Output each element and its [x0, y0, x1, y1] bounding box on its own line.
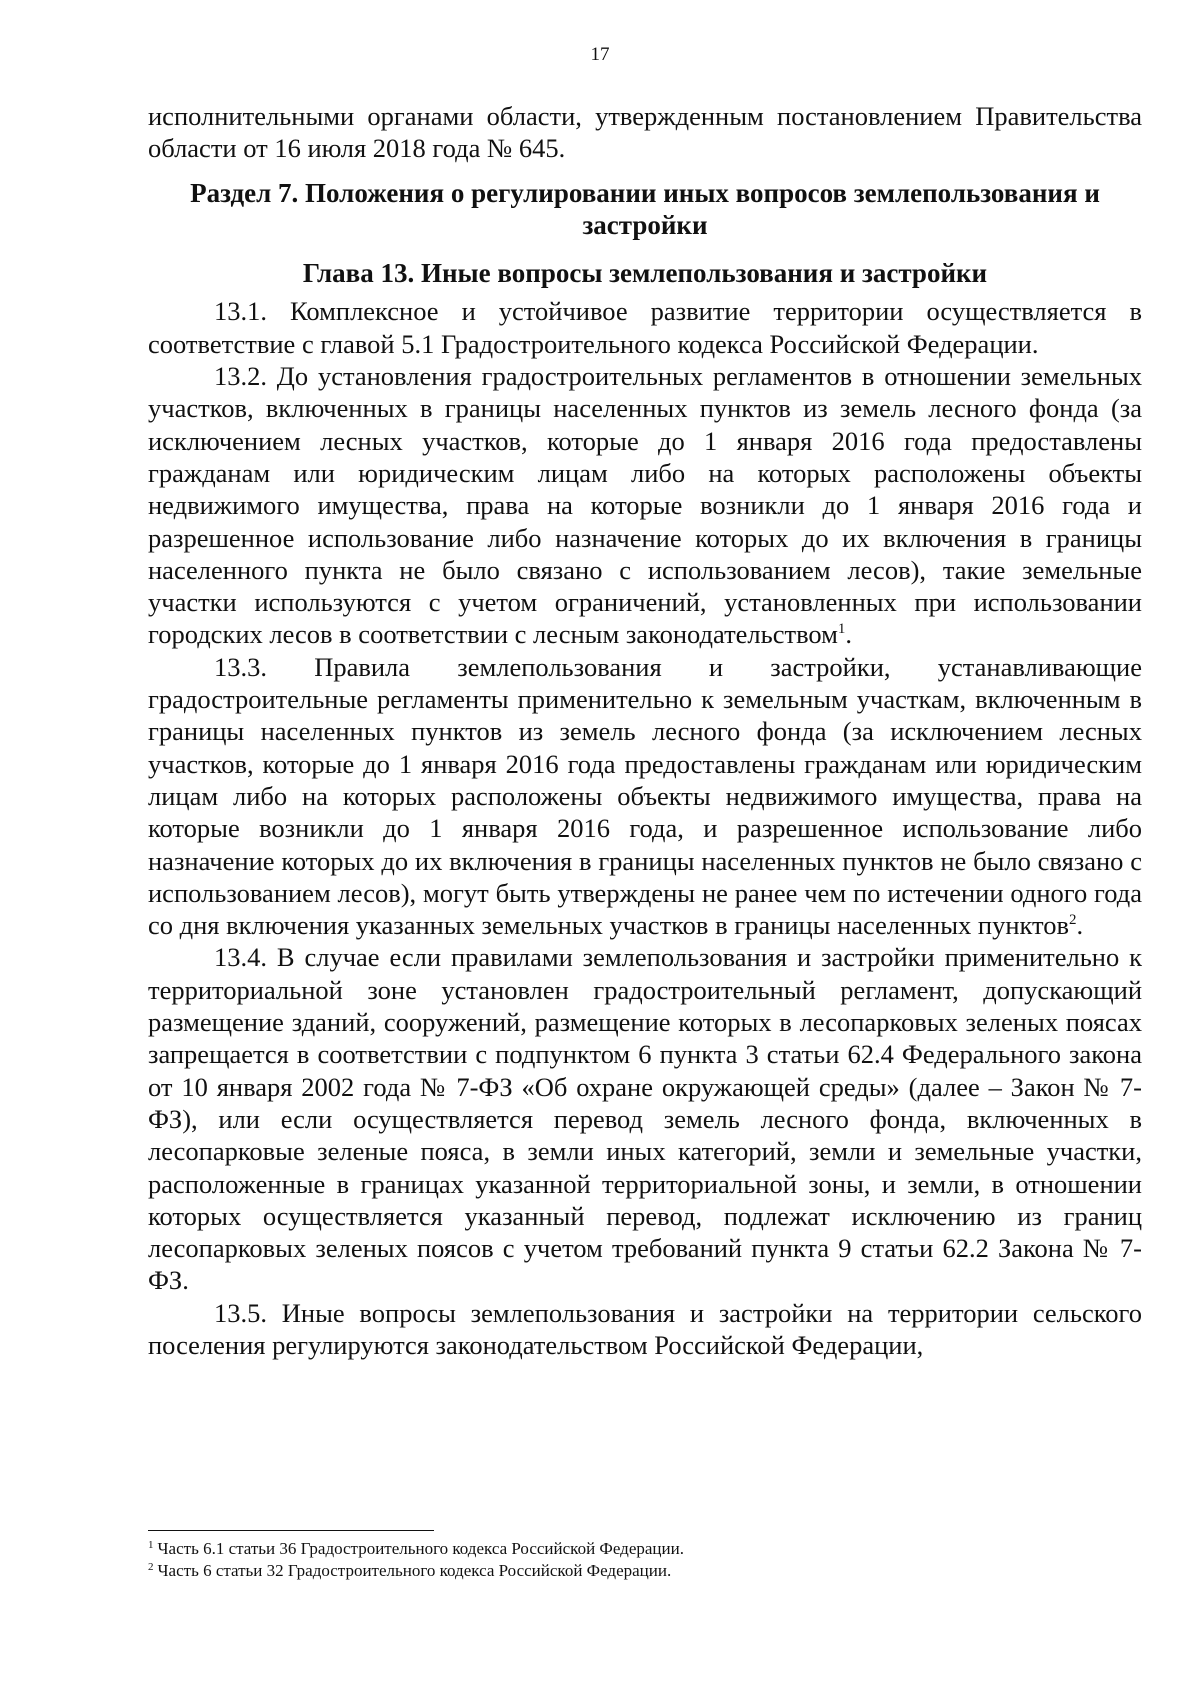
paragraph-13-4 — [148, 941, 1142, 1296]
footnote-reference-1[interactable]: 1 — [837, 621, 846, 638]
footnotes — [148, 1538, 1142, 1582]
page-number: 17 — [590, 44, 610, 65]
paragraph-tail: . — [1076, 910, 1084, 941]
footnote-separator — [148, 1530, 434, 1531]
footnote-1 — [148, 1538, 1142, 1560]
chapter-heading: Глава 13. Иные вопросы землепользования и застройки — [302, 258, 988, 289]
paragraph-text: 13.1. Комплексное и устойчивое развитие территории осуществляется в соответствие с главой 5.1 Градостроительного кодекса Российской Федерации. — [148, 296, 1142, 359]
paragraph-13-2 — [148, 360, 1142, 651]
paragraph-text: 13.3. Правила землепользования и застройки, устанавливающие градостроительные регламенты применительно к земельным участкам, включенным в границы населенных пунктов из земель лесного фонда (за исключением лесных участков, которые до 1 января 2016 года предоставлены гражданам или юридическим лицам либо на которых расположены объекты недвижимого имущества, права на которые возникли до 1 января 2016 года, и разрешенное использование либо назначение которых до их включения в границы населенных пунктов не было связано с использованием лесов), могут быть утверждены не ранее чем по истечении одного года со дня включения указанных земельных участков в границы населенных пунктов — [148, 651, 1142, 941]
paragraph-tail: . — [845, 619, 853, 650]
paragraph-text: 13.5. Иные вопросы землепользования и застройки на территории сельского поселения регулируются законодательством Российской Федерации, — [148, 1297, 1142, 1360]
document-body — [148, 100, 1142, 1361]
footnote-reference-2[interactable]: 2 — [1069, 912, 1077, 929]
paragraph-13-5 — [148, 1297, 1142, 1362]
footnote-mark: 2 — [148, 1561, 154, 1573]
intro-paragraph: исполнительными органами области, утвержденным постановлением Правительства области от 16 июля 2018 года № 645. — [148, 101, 1142, 164]
paragraph-13-3 — [148, 651, 1142, 942]
section-heading: Раздел 7. Положения о регулировании иных вопросов землепользования и застройки — [190, 177, 1100, 240]
footnote-text: Часть 6 статьи 32 Градостроительного кодекса Российской Федерации. — [157, 1561, 672, 1580]
paragraph-text: 13.2. До установления градостроительных регламентов в отношении земельных участков, включенных в границы населенных пунктов из земель лесного фонда (за исключением лесных участков, которые до 1 января 2016 года предоставлены гражданам или юридическим лицам либо на которых расположены объекты недвижимого имущества, права на которые возникли до 1 января 2016 года и разрешенное использование либо назначение которых до их включения в границы населенного пункта не было связано с использованием лесов), такие земельные участки используются с учетом ограничений, установленных при использовании городских лесов в соответствии с лесным законодательством — [148, 361, 1142, 650]
footnote-mark: 1 — [148, 1539, 154, 1551]
paragraph-13-1 — [148, 295, 1142, 360]
paragraph-text: 13.4. В случае если правилами землепользования и застройки применительно к территориальной зоне установлен градостроительный регламент, допускающий размещение зданий, сооружений, размещение которых в лесопарковых зеленых поясах запрещается в соответствии с подпунктом 6 пункта 3 статьи 62.4 Федерального закона от 10 января 2002 года № 7-ФЗ «Об охране окружающей среды» (далее – Закон № 7-ФЗ), или если осуществляется перевод земель лесного фонда, включенных в лесопарковые зеленые пояса, в земли иных категорий, земли и земельные участки, расположенные в границах указанной территориальной зоны, и земли, в отношении которых осуществляется указанный перевод, подлежат исключению из границ лесопарковых зеленых поясов с учетом требований пункта 9 статьи 62.2 Закона № 7-ФЗ. — [148, 942, 1142, 1296]
footnote-2 — [148, 1560, 1142, 1582]
footnote-text: Часть 6.1 статьи 36 Градостроительного кодекса Российской Федерации. — [157, 1539, 684, 1558]
